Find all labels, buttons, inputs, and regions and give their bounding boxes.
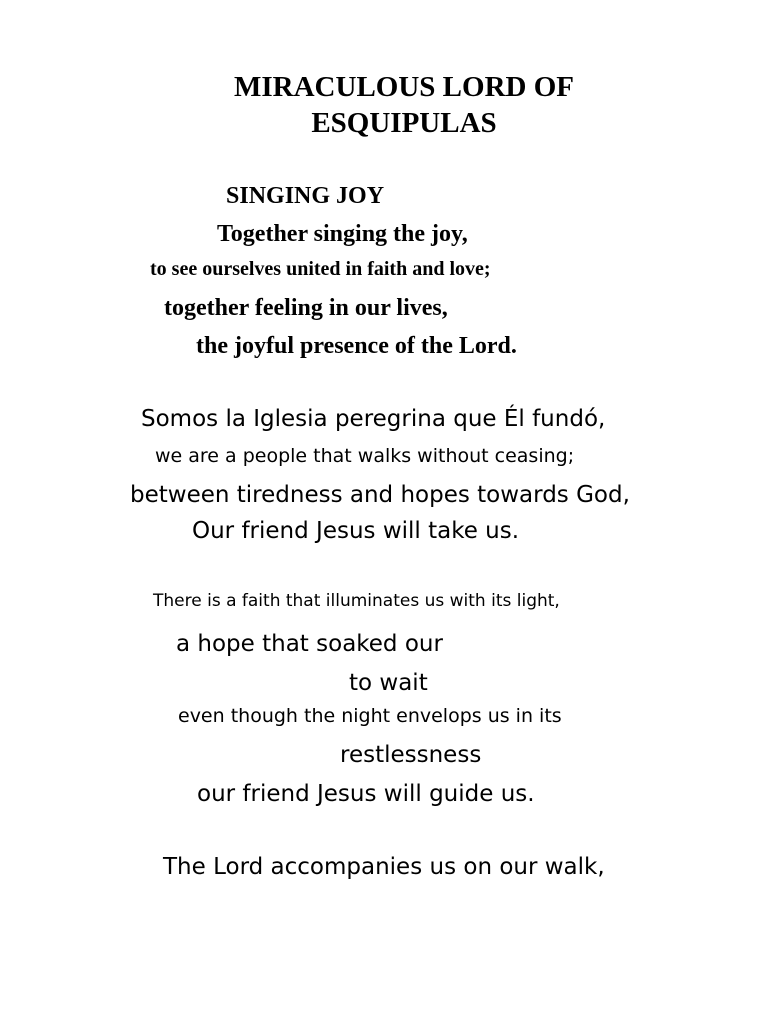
verse1-line-4: the joyful presence of the Lord. bbox=[196, 333, 517, 359]
verse2-line-4: Our friend Jesus will take us. bbox=[192, 518, 520, 544]
document-title-line-1: MIRACULOUS LORD OF bbox=[234, 71, 574, 103]
verse3-line-1: There is a faith that illuminates us with its light, bbox=[153, 591, 560, 611]
verse3-line-6: our friend Jesus will guide us. bbox=[197, 781, 535, 807]
verse3-line-3: to wait bbox=[349, 670, 428, 696]
verse2-line-3: between tiredness and hopes towards God, bbox=[130, 482, 630, 508]
section-heading: SINGING JOY bbox=[226, 183, 385, 209]
verse3-line-5: restlessness bbox=[340, 742, 482, 768]
verse1-line-2: to see ourselves united in faith and love; bbox=[150, 258, 491, 280]
verse1-line-3: together feeling in our lives, bbox=[164, 295, 448, 321]
verse3-line-4: even though the night envelops us in its bbox=[178, 705, 562, 727]
verse2-line-1: Somos la Iglesia peregrina que Él fundó, bbox=[141, 406, 606, 432]
verse2-line-2: we are a people that walks without ceasing; bbox=[155, 445, 575, 467]
verse4-line-1: The Lord accompanies us on our walk, bbox=[163, 854, 605, 880]
verse1-line-1: Together singing the joy, bbox=[217, 221, 468, 247]
document-title-line-2: ESQUIPULAS bbox=[311, 107, 497, 139]
verse3-line-2: a hope that soaked our bbox=[176, 631, 443, 657]
